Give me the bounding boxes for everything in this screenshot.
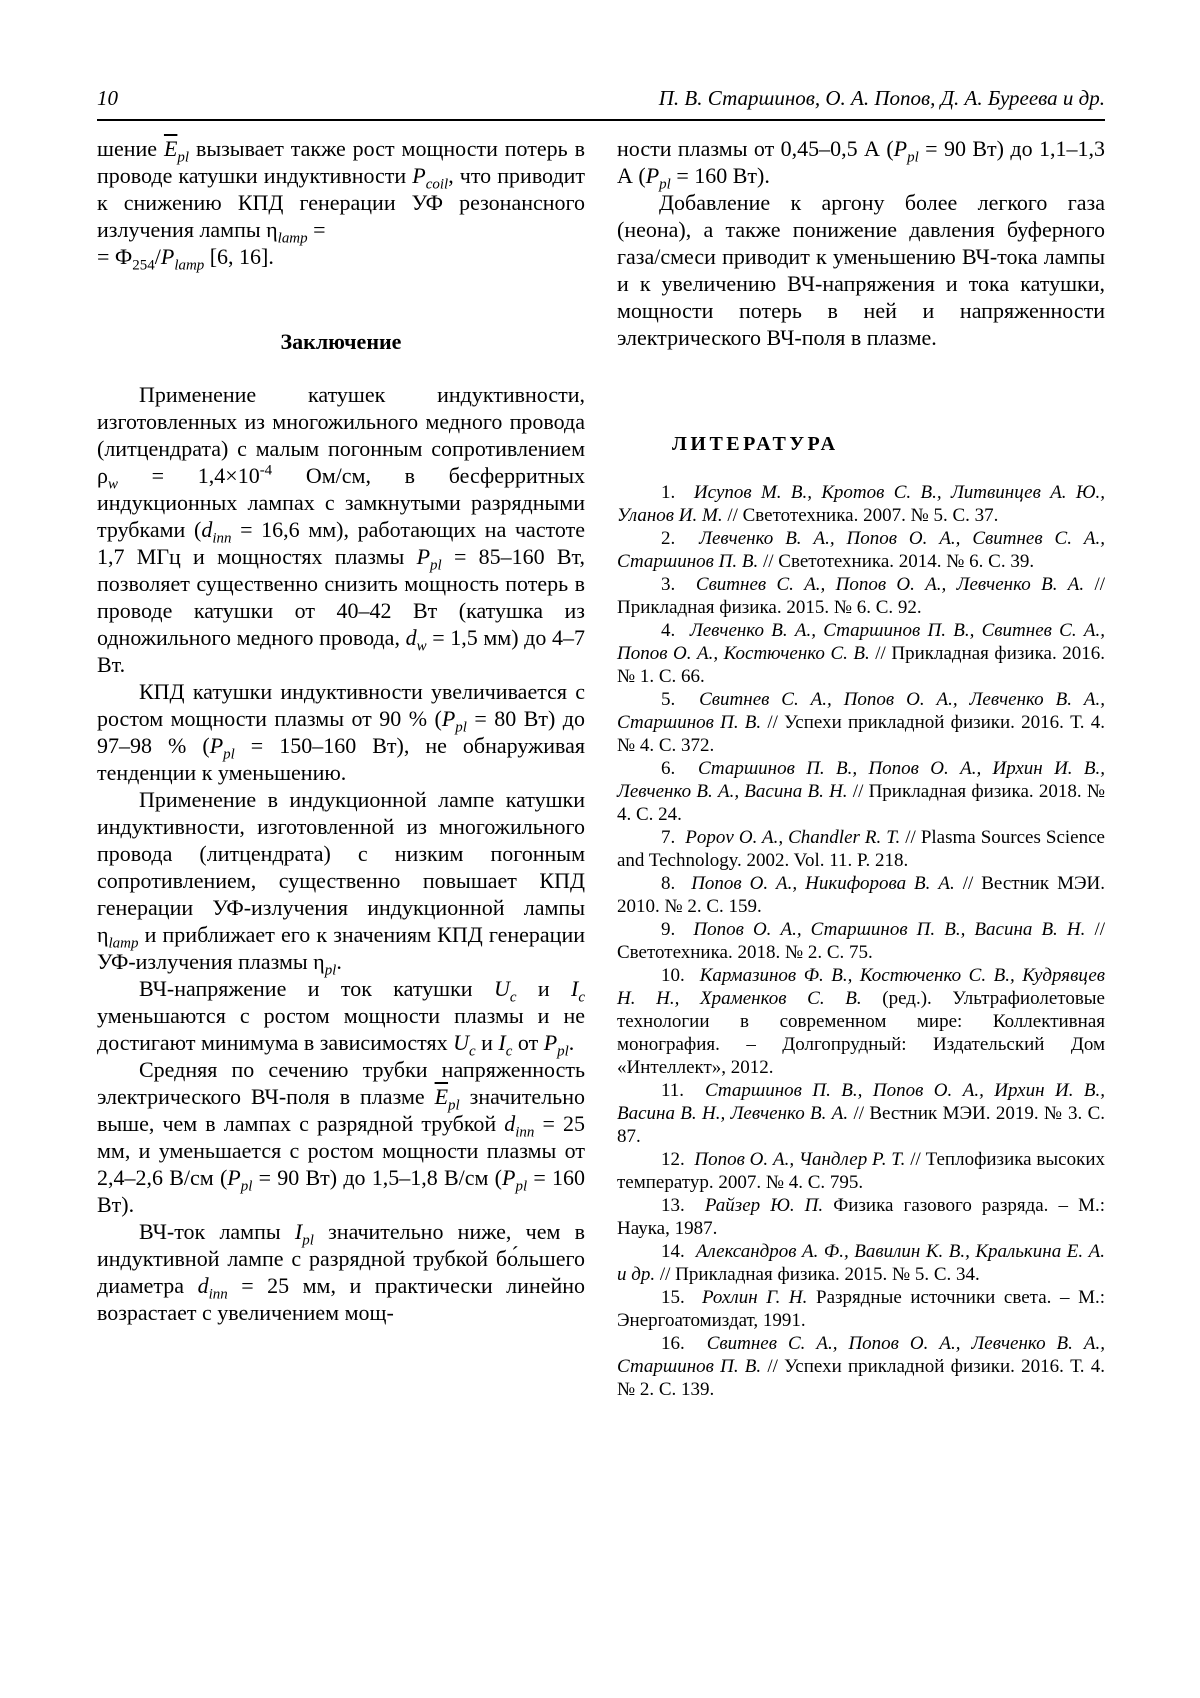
- reference-item: 6. Старшинов П. В., Попов О. А., Ирхин И. В., Левченко В. А., Васина В. Н. // Прикладная физика. 2018. № 4. С. 24.: [617, 758, 1105, 825]
- body-paragraph: КПД катушки индуктивности увеличивается с ростом мощности плазмы от 90 % ($P_{pl} = 80$ Вт) до 97–98 % ($P_{pl} = 150-160$ Вт), не обнаруживая тенденции к уменьшению.: [97, 679, 586, 785]
- left-column: [97, 135, 585, 1401]
- body-paragraph: Средняя по сечению трубки напряженность электрического ВЧ-поля в плазме $\overline{E}_{pl}$ значительно выше, чем в лампах с разрядной трубкой $d_{inn} = 25$ мм, и уменьшается с ростом мощности плазмы от 2,4–2,6 В/см ($P_{pl} = 90$ Вт) до 1,5–1,8 В/см ($P_{pl} = 160$ Вт).: [97, 1057, 585, 1217]
- content-columns: [97, 135, 1105, 1401]
- reference-item: 2. Левченко В. А., Попов О. А., Свитнев С. А., Старшинов П. В. // Светотехника. 2014. № 6. С. 39.: [617, 528, 1106, 572]
- body-paragraph: ВЧ-напряжение и ток катушки $U_c$ и $I_c$ уменьшаются с ростом мощности плазмы и не достигают минимума в зависимостях $U_c$ и $I_c$ от $P_{pl}$.: [97, 976, 585, 1060]
- right-column: [617, 135, 1105, 1401]
- paragraph-continued: ности плазмы от 0,45–0,5 А ($P_{pl} = 90$ Вт) до 1,1–1,3 А ($P_{pl} = 160$ Вт).: [617, 136, 1105, 193]
- reference-item: 14. Александров А. Ф., Вавилин К. В., Кралькина Е. А. и др. // Прикладная физика. 2015. № 5. С. 34.: [617, 1241, 1105, 1285]
- reference-item: 3. Свитнев С. А., Попов О. А., Левченко В. А. // Прикладная физика. 2015. № 6. С. 92.: [617, 574, 1106, 618]
- body-paragraph: ВЧ-ток лампы $I_{pl}$ значительно ниже, чем в индуктивной лампе с разрядной трубкой бо́льшего диаметра $d_{inn} = 25$ мм, и практически линейно возрастает с увеличением мощ-: [97, 1219, 586, 1325]
- running-head: П. В. Старшинов, О. А. Попов, Д. А. Буреева и др.: [658, 86, 1105, 110]
- reference-item: 8. Попов О. А., Никифорова В. А. // Вестник МЭИ. 2010. № 2. С. 159.: [617, 873, 1105, 917]
- reference-item: 1. Исупов М. В., Кротов С. В., Литвинцев А. Ю., Уланов И. М. // Светотехника. 2007. № 5. С. 37.: [617, 482, 1105, 526]
- paragraph-continued: шение $\overline{E}_{pl}$ вызывает также рост мощности потерь в проводе катушки индуктивности $P_{coil}$, что приводит к снижению КПД генерации УФ резонансного излучения лампы $\eta_{lamp}$ = = $Ф_{254}/P_{lamp}$ [6, 16].: [97, 136, 586, 274]
- reference-item: 4. Левченко В. А., Старшинов П. В., Свитнев С. А., Попов О. А., Костюченко С. В. // Прикладная физика. 2016. № 1. С. 66.: [617, 620, 1105, 687]
- reference-item: 15. Рохлин Г. Н. Разрядные источники света. – М.: Энергоатомиздат, 1991.: [617, 1287, 1105, 1331]
- reference-item: 12. Попов О. А., Чандлер Р. Т. // Теплофизика высоких температур. 2007. № 4. С. 795.: [617, 1149, 1105, 1193]
- page-number: 10: [97, 86, 118, 110]
- body-paragraph: Применение катушек индуктивности, изготовленных из многожильного медного провода (литцендрата) с малым погонным сопротивлением $\rho_w = 1,4\times 10^{-4}$ Ом/см, в бесферритных индукционных лампах с замкнутыми разрядными трубками ($d_{inn} = 16,6$ мм), работающих на частоте 1,7 МГц и мощностях плазмы $P_{pl} = 85-160$ Вт, позволяет существенно снизить мощность потерь в проводе катушки от 40–42 Вт (катушка из одножильного медного провода, $d_w = 1,5$ мм) до 4–7 Вт.: [97, 382, 585, 677]
- reference-item: 9. Попов О. А., Старшинов П. В., Васина В. Н. // Светотехника. 2018. № 2. С. 75.: [617, 919, 1105, 963]
- literature-heading: ЛИТЕРАТУРА: [672, 433, 839, 455]
- body-paragraph: Добавление к аргону более легкого газа (неона), а также понижение давления буферного газа/смеси приводит к уменьшению ВЧ-тока лампы и к увеличению ВЧ-напряжения и тока катушки, мощности потерь в ней и напряженности электрического ВЧ-поля в плазме.: [617, 190, 1105, 350]
- reference-item: 16. Свитнев С. А., Попов О. А., Левченко В. А., Старшинов П. В. // Успехи прикладной физики. 2016. Т. 4. № 2. С. 139.: [617, 1333, 1106, 1400]
- reference-item: 5. Свитнев С. А., Попов О. А., Левченко В. А., Старшинов П. В. // Успехи прикладной физики. 2016. Т. 4. № 4. С. 372.: [617, 689, 1106, 756]
- section-heading: Заключение: [280, 329, 402, 354]
- reference-item: 13. Райзер Ю. П. Физика газового разряда. – М.: Наука, 1987.: [617, 1195, 1106, 1239]
- page-header: [97, 86, 1105, 121]
- body-paragraph: Применение в индукционной лампе катушки индуктивности, изготовленной из многожильного провода (литцендрата) с низким погонным сопротивлением, существенно повышает КПД генерации УФ-излучения индукционной лампы $\eta_{lamp}$ и приближает его к значениям КПД генерации УФ-излучения плазмы $\eta_{pl}$.: [97, 787, 585, 979]
- reference-item: 11. Старшинов П. В., Попов О. А., Ирхин И. В., Васина В. Н., Левченко В. А. // Вестник МЭИ. 2019. № 3. С. 87.: [617, 1080, 1106, 1147]
- reference-item: 7. Popov O. A., Chandler R. T. // Plasma Sources Science and Technology. 2002. Vol. 11. P. 218.: [617, 827, 1105, 871]
- reference-item: 10. Кармазинов Ф. В., Костюченко С. В., Кудрявцев Н. Н., Храменков С. В. (ред.). Ультрафиолетовые технологии в современном мире: Коллективная монография. – Долгопрудный: Издательский Дом «Интеллект», 2012.: [617, 965, 1106, 1078]
